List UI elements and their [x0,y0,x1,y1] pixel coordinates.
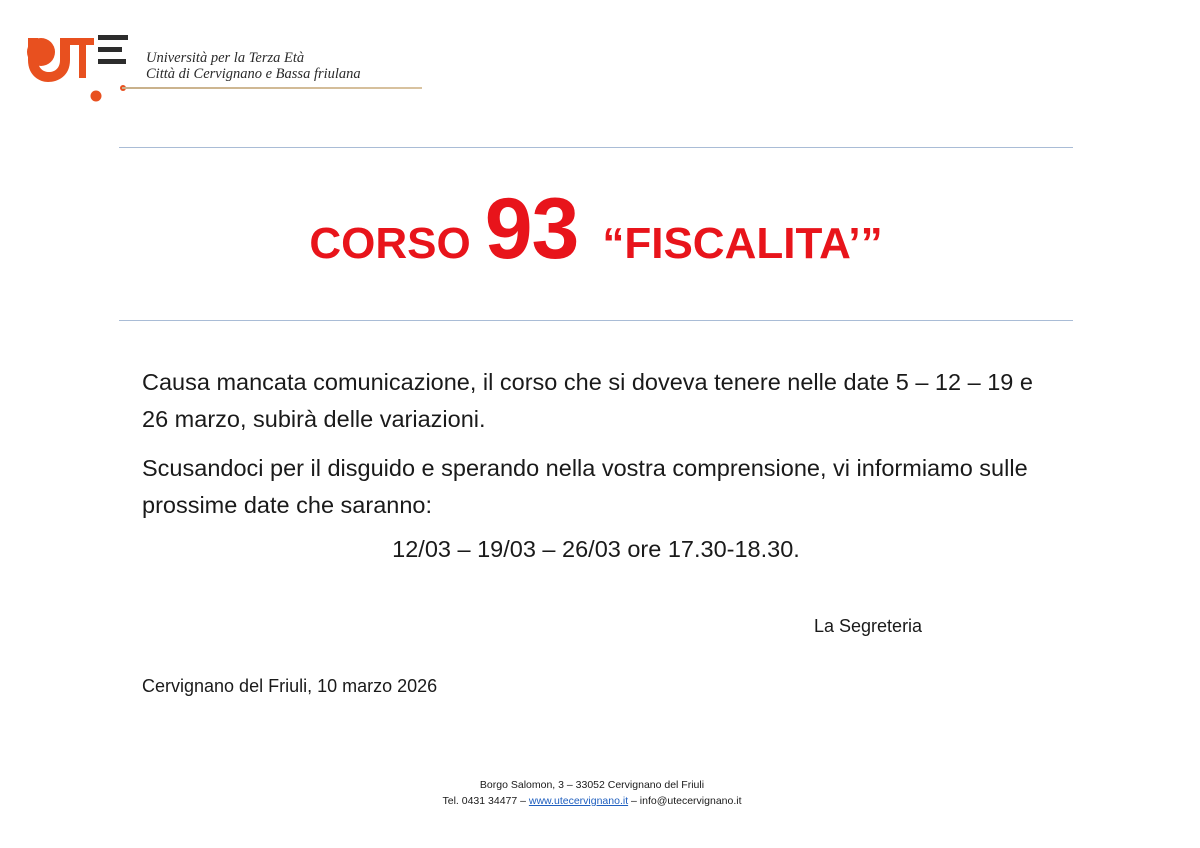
course-title [0,180,1192,279]
place-and-date: Cervignano del Friuli, 10 marzo 2026 [142,676,438,696]
footer-email: – info@utecervignano.it [628,795,742,807]
organization-name-line1: Università per la Terza Età [146,50,305,66]
notice-paragraph-1: Causa mancata comunicazione, il corso che si doveva tenere nelle date 5 – 12 – 19 e 26 marzo, subirà delle variazioni. [142,369,1033,432]
website-link[interactable]: www.utecervignano.it [528,795,629,807]
organization-name [146,50,361,82]
footer-tel: Tel. 0431 34477 – [442,795,529,807]
course-title-prefix: CORSO [309,219,471,268]
new-dates: 12/03 – 19/03 – 26/03 ore 17.30-18.30. [392,536,800,562]
signature: La Segreteria [814,616,923,636]
footer-contacts [0,793,1184,809]
notice-paragraph-2: Scusandoci per il disguido e sperando nella vostra comprensione, vi informiamo sulle prossime date che saranno: [142,455,1028,518]
ute-logo [24,30,424,110]
footer-address: Borgo Salomon, 3 – 33052 Cervignano del Friuli [479,779,705,791]
course-number: 93 [484,181,579,277]
footer [0,777,1184,809]
ute-logo-icon [24,30,134,110]
logo-underline [122,87,422,89]
divider-bottom [119,320,1073,321]
organization-name-line2: Città di Cervignano e Bassa friulana [146,66,361,82]
divider-top [119,147,1073,148]
course-name: “FISCALITA’” [602,219,883,268]
